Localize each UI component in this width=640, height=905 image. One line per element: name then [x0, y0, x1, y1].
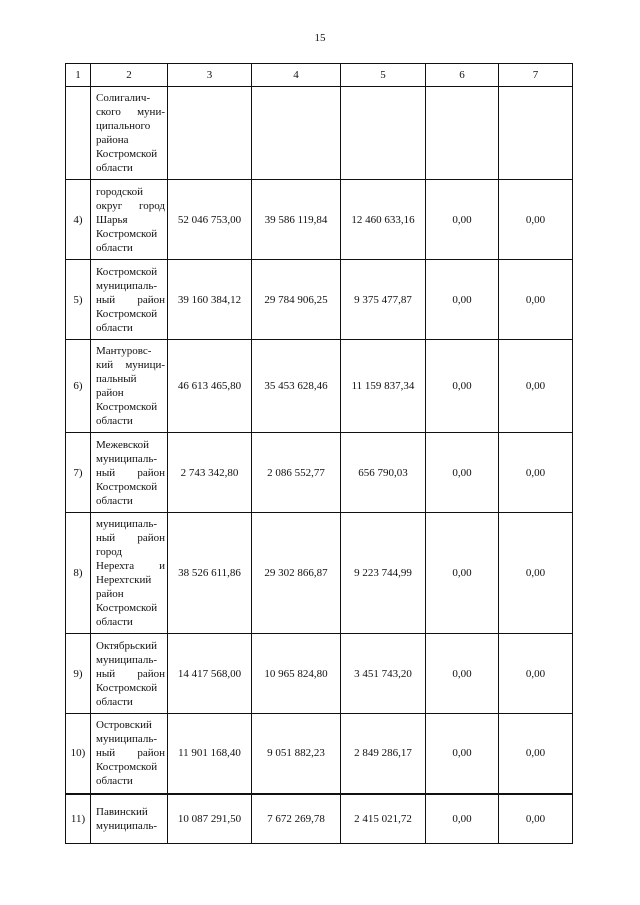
name-word: и	[159, 560, 165, 572]
value-cell: 12 460 633,16	[341, 180, 426, 260]
name-line: пальный	[96, 373, 137, 385]
value-cell: 0,00	[499, 634, 573, 714]
name-line: Октябрьский	[96, 639, 157, 652]
name-line: Островский	[96, 719, 152, 732]
municipality-name	[91, 794, 168, 844]
value-cell: 11 159 837,34	[341, 340, 426, 433]
row-number	[66, 87, 91, 180]
name-word: муни-	[137, 106, 165, 118]
table-row	[66, 433, 573, 513]
table-row	[66, 87, 573, 180]
name-line	[96, 105, 165, 119]
value-cell: 0,00	[499, 340, 573, 433]
value-cell: 0,00	[499, 433, 573, 513]
name-line: Костромской	[96, 148, 158, 160]
name-line: Павинский	[96, 805, 148, 818]
value-cell: 0,00	[499, 513, 573, 634]
name-line: муниципаль-	[96, 279, 158, 292]
row-number: 4)	[66, 180, 91, 260]
name-line: Межевской	[96, 438, 150, 451]
name-line: ципального	[96, 120, 151, 132]
municipality-name	[91, 634, 168, 714]
name-line: Нерехтский	[96, 574, 152, 586]
name-line	[96, 293, 165, 307]
value-cell: 0,00	[499, 260, 573, 340]
column-header: 3	[168, 64, 252, 87]
value-cell	[499, 87, 573, 180]
name-word: кий	[96, 359, 114, 371]
name-word: округ	[96, 199, 123, 212]
value-cell: 10 087 291,50	[168, 794, 252, 844]
name-line: муниципаль-	[96, 452, 158, 465]
row-number: 5)	[66, 260, 91, 340]
name-word: город	[138, 199, 165, 212]
name-word: Нерехта	[96, 560, 135, 572]
value-cell: 0,00	[426, 634, 499, 714]
value-cell: 39 160 384,12	[168, 260, 252, 340]
page-number: 15	[314, 32, 326, 44]
name-line: Мантуровс-	[96, 345, 152, 357]
row-number: 10)	[66, 714, 91, 794]
name-line: области	[96, 321, 133, 334]
column-header: 2	[91, 64, 168, 87]
name-line: области	[96, 695, 133, 708]
value-cell: 38 526 611,86	[168, 513, 252, 634]
name-line: области	[96, 162, 133, 174]
name-line: Шарья	[96, 213, 128, 226]
name-line: области	[96, 775, 133, 788]
name-word: муници-	[125, 359, 165, 371]
name-word: ный	[96, 293, 116, 306]
value-cell: 0,00	[426, 260, 499, 340]
name-line	[96, 466, 165, 480]
value-cell: 0,00	[499, 180, 573, 260]
name-line: муниципаль-	[96, 518, 158, 530]
name-line: городской	[96, 185, 144, 198]
table-row	[66, 634, 573, 714]
value-cell: 29 784 906,25	[252, 260, 341, 340]
name-line: Костромской	[96, 602, 158, 614]
name-word: ный	[96, 747, 116, 760]
name-word: ского	[96, 106, 121, 118]
value-cell: 0,00	[426, 180, 499, 260]
value-cell: 0,00	[426, 340, 499, 433]
table-row	[66, 260, 573, 340]
value-cell: 2 086 552,77	[252, 433, 341, 513]
value-cell: 29 302 866,87	[252, 513, 341, 634]
row-number: 9)	[66, 634, 91, 714]
name-line	[96, 358, 165, 372]
value-cell: 9 375 477,87	[341, 260, 426, 340]
name-line: района	[96, 134, 129, 146]
name-line	[96, 667, 165, 681]
name-line: Костромской	[96, 681, 158, 694]
row-number: 8)	[66, 513, 91, 634]
name-line: район	[96, 588, 124, 600]
value-cell: 9 223 744,99	[341, 513, 426, 634]
value-cell: 9 051 882,23	[252, 714, 341, 794]
value-cell: 0,00	[426, 714, 499, 794]
name-word: район	[137, 293, 165, 306]
value-cell: 46 613 465,80	[168, 340, 252, 433]
name-line: области	[96, 241, 133, 254]
table-row	[66, 513, 573, 634]
value-cell: 2 415 021,72	[341, 794, 426, 844]
name-word: ный	[96, 667, 116, 680]
name-line	[96, 199, 165, 213]
value-cell: 0,00	[499, 714, 573, 794]
value-cell: 0,00	[499, 794, 573, 844]
name-word: район	[137, 532, 165, 544]
value-cell: 7 672 269,78	[252, 794, 341, 844]
name-line: Костромской	[96, 761, 158, 774]
name-line	[96, 746, 165, 760]
municipality-name	[91, 714, 168, 794]
column-header: 4	[252, 64, 341, 87]
table-row	[66, 794, 573, 844]
name-line: Костромской	[96, 227, 158, 240]
municipality-name	[91, 180, 168, 260]
value-cell: 39 586 119,84	[252, 180, 341, 260]
table-row	[66, 180, 573, 260]
name-word: ный	[96, 532, 116, 544]
name-line	[96, 531, 165, 545]
value-cell: 14 417 568,00	[168, 634, 252, 714]
table-row	[66, 714, 573, 794]
name-line: Солигалич-	[96, 92, 151, 104]
value-cell: 656 790,03	[341, 433, 426, 513]
row-number: 7)	[66, 433, 91, 513]
column-header: 7	[499, 64, 573, 87]
name-line: муниципаль-	[96, 653, 158, 666]
value-cell	[426, 87, 499, 180]
name-line: город	[96, 546, 123, 558]
value-cell: 0,00	[426, 513, 499, 634]
name-word: район	[137, 667, 165, 680]
value-cell: 0,00	[426, 433, 499, 513]
budget-distribution-table	[65, 63, 573, 844]
name-line: Костромской	[96, 480, 158, 493]
municipality-name	[91, 260, 168, 340]
name-line: Костромской	[96, 307, 158, 320]
municipality-name	[91, 433, 168, 513]
value-cell: 0,00	[426, 794, 499, 844]
value-cell: 2 743 342,80	[168, 433, 252, 513]
name-word: ный	[96, 466, 116, 479]
name-line: муниципаль-	[96, 819, 158, 832]
table-row	[66, 340, 573, 433]
column-header: 1	[66, 64, 91, 87]
name-line: Костромской	[96, 265, 158, 278]
value-cell: 10 965 824,80	[252, 634, 341, 714]
row-number: 6)	[66, 340, 91, 433]
value-cell: 3 451 743,20	[341, 634, 426, 714]
municipality-name	[91, 340, 168, 433]
column-header: 5	[341, 64, 426, 87]
value-cell: 35 453 628,46	[252, 340, 341, 433]
name-word: район	[137, 747, 165, 760]
name-line: области	[96, 494, 133, 507]
name-line: район	[96, 387, 124, 399]
value-cell: 2 849 286,17	[341, 714, 426, 794]
value-cell: 11 901 168,40	[168, 714, 252, 794]
value-cell	[252, 87, 341, 180]
municipality-name	[91, 513, 168, 634]
row-number: 11)	[66, 794, 91, 844]
value-cell	[168, 87, 252, 180]
name-line: Костромской	[96, 401, 158, 413]
name-line: муниципаль-	[96, 733, 158, 746]
column-header: 6	[426, 64, 499, 87]
value-cell	[341, 87, 426, 180]
name-line	[96, 559, 165, 573]
name-line: области	[96, 616, 133, 628]
name-line: области	[96, 415, 133, 427]
municipality-name	[91, 87, 168, 180]
name-word: район	[137, 466, 165, 479]
table-header-row	[66, 64, 573, 87]
value-cell: 52 046 753,00	[168, 180, 252, 260]
